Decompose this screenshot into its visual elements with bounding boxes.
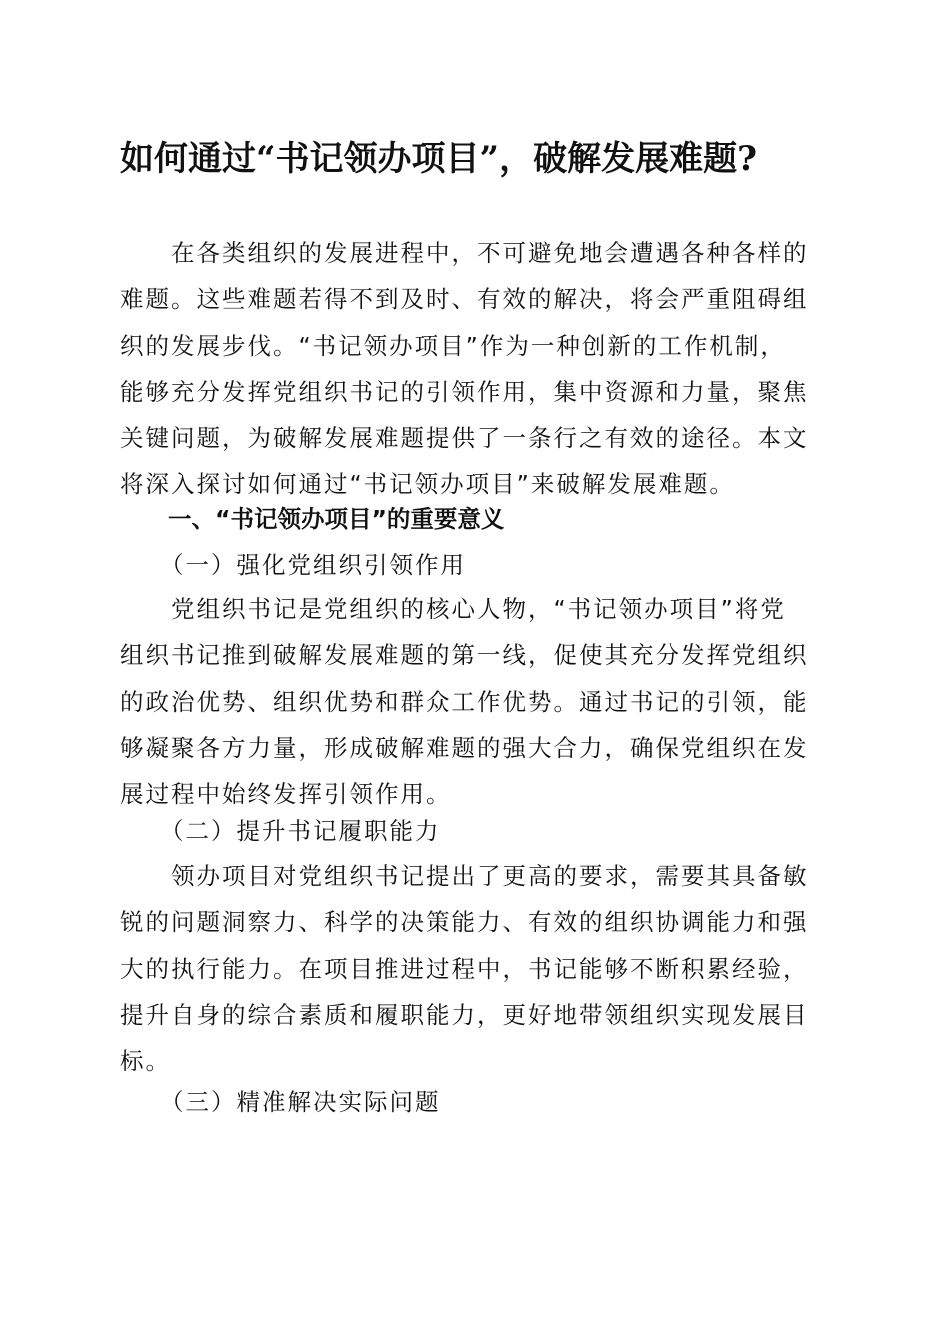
- text-line: 大的执行能力。在项目推进过程中，书记能够不断积累经验，: [120, 954, 809, 983]
- text-line: 在各类组织的发展进程中，不可避免地会遭遇各种各样的: [120, 239, 809, 267]
- subsection-paragraph: [120, 586, 824, 817]
- text-line: 将深入探讨如何通过“书记领办项目”来破解发展难题。: [120, 470, 735, 499]
- section-heading: 一、“书记领办项目”的重要意义: [168, 505, 505, 533]
- text-line: 难题。这些难题若得不到及时、有效的解决，将会严重阻碍组: [120, 285, 809, 314]
- text-line: 关键问题，为破解发展难题提供了一条行之有效的途径。本文: [120, 424, 809, 453]
- text-line: 标。: [120, 1047, 171, 1076]
- text-line: 锐的问题洞察力、科学的决策能力、有效的组织协调能力和强: [120, 908, 809, 937]
- text-line: 领办项目对党组织书记提出了更高的要求，需要其具备敏: [120, 862, 809, 890]
- text-line: 展过程中始终发挥引领作用。: [120, 780, 452, 809]
- text-line: 的政治优势、组织优势和群众工作优势。通过书记的引领，能: [120, 687, 809, 716]
- subsection-heading: （一）强化党组织引领作用: [160, 551, 466, 579]
- text-line: 组织书记推到破解发展难题的第一线，促使其充分发挥党组织: [120, 641, 809, 670]
- subsection-heading: （二）提升书记履职能力: [160, 817, 441, 845]
- intro-paragraph: [120, 230, 824, 508]
- text-line: 提升自身的综合素质和履职能力，更好地带领组织实现发展目: [120, 1000, 809, 1029]
- document-title: 如何通过“书记领办项目”，破解发展难题?: [120, 139, 758, 179]
- text-line: 织的发展步伐。“书记领办项目”作为一种创新的工作机制，: [120, 331, 786, 360]
- text-line: 能够充分发挥党组织书记的引领作用，集中资源和力量，聚焦: [120, 377, 809, 406]
- subsection-heading: （三）精准解决实际问题: [160, 1088, 441, 1116]
- subsection-paragraph: [120, 853, 824, 1084]
- text-line: 党组织书记是党组织的核心人物，“书记领办项目”将党: [120, 595, 786, 623]
- text-line: 够凝聚各方力量，形成破解难题的强大合力，确保党组织在发: [120, 733, 809, 762]
